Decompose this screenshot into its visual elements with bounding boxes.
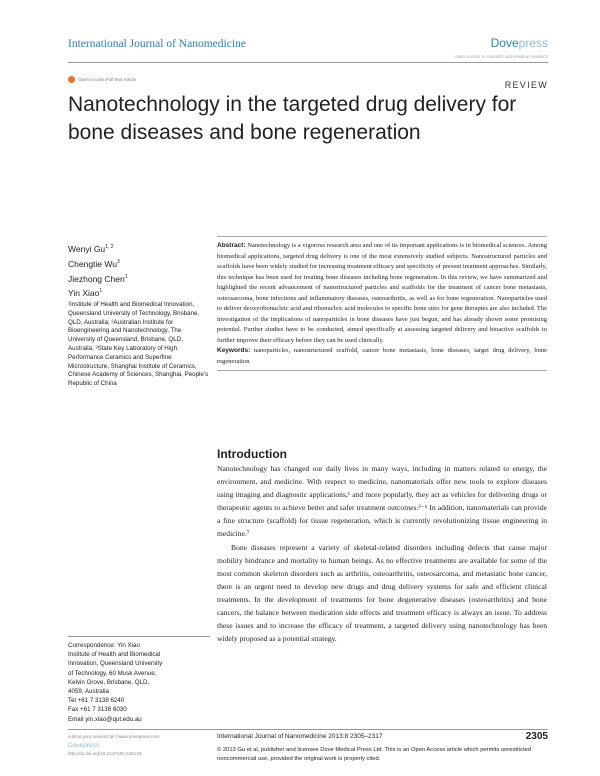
correspondence-line: Kelvin Grove, Brisbane, QLD, (68, 678, 150, 686)
section-heading: Introduction (217, 447, 287, 461)
correspondence-line: of Technology, 60 Musk Avenue, (68, 669, 157, 677)
open-access-label: Open Access Full Text Article (78, 77, 136, 82)
author: Chengtie Wu$^3$ (68, 258, 120, 269)
correspondence-line: 4059, Australia (68, 688, 109, 696)
open-access-icon (68, 76, 75, 83)
author: Wenyi Gu$^{1, 2}$ (68, 243, 114, 254)
correspondence-line: Institute of Health and Biomedical (68, 651, 161, 659)
author: Jiezhong Chen$^1$ (68, 273, 128, 284)
journal-name: International Journal of Nanomedicine (68, 38, 246, 50)
copyright: © 2013 Gu et al, publisher and licensee Dove Medical Press Ltd. This is an Open Access article which permits unrestricted noncommercial use, provided the original work is properly cited. (217, 747, 532, 762)
affiliations: ¹Institute of Health and Biomedical Innovation, Queensland University of Technology, Brisbane, QLD, Australia; ²Australian Institute for Bioengineering and Nanotechnology, The University of Queensland, Brisbane, QLD, Australia; ³State Key Laboratory of High Performance Ceramics and Superfine Microstructure, Shanghai Institute of Ceramics, Chinese Academy of Sciences, Shanghai, People’s Republic of China (68, 301, 209, 388)
abstract-text: Nanotechnology is a vigorous research area and one of its important applications is in biomedical sciences. Among biomedical applications, targeted drug delivery is one of the most extensively studied subjects. Nanostructured particles and scaffolds have been widely studied for increasing treatment efficacy and specificity of present treatment approaches. Similarly, this technique has been used for treating bone diseases including bone regeneration. In this review, we have summarized and highlighted the recent advancement of nanostructured particles and scaffolds for the treatment of cancer bone metastasis, osteosarcoma, bone infections and inflammatory diseases, osteoarthritis, as well as for bone regeneration. Nanoparticles used to deliver deoxyribonucleic acid and ribonucleic acid molecules to specific bone sites for gene therapies are also included. The investigation of the implications of nanoparticles in bone diseases have just begun, and has already shown some promising potential. Further studies have to be conducted, aimed specifically at assessing targeted delivery and bioactive scaffolds to further improve their efficacy before they can be used clinically. (217, 242, 547, 344)
paragraph: Bone diseases represent a variety of skeletal-related disorders including defects that cause major mobility hindrance and mortality to human beings. As no effective treatments are available for some of the most common skeleton disorders such as arthritis, osteoarthritis, osteosarcoma, and metastatic bone cancer, there is an urgent need to develop new drugs and drug delivery systems for safe and efficient clinical treatments. In the development of treatments for bone degenerative diseases (osteoarthritis) and bone cancers, the balance between medication side effects and treatment efficacy is always an issue. To address these issues and to increase the efficacy of treatment, a targeted delivery using nanotechnology has been widely proposed as a potential strategy. (217, 543, 547, 643)
article-title: Nanotechnology in the targeted drug delivery for bone diseases and bone regeneration (68, 93, 517, 144)
doi-link[interactable]: http://dx.doi.org/10.2147/IJN.S45143 (68, 751, 142, 756)
publisher-tagline: open access to scientific and medical research (454, 54, 548, 59)
paragraph: Nanotechnology has changed our daily lives in many ways, including in matters related to energy, the environment, and medicine. With respect to medicine, nanomaterials offer new tools to explore diseases using imaging and diagnostic applications,¹ and more popularly, they act as vehicles for delivering drugs or therapeutic agents to achieve better and safer treatment outcomes.²⁻⁶ In addition, nanomaterials can provide a fine structure (scaffold) for tissue regeneration, which is currently revolutionizing tissue engineering in medicine.⁷ (217, 464, 547, 538)
correspondence-email[interactable]: Email yin.xiao@qut.edu.au (68, 715, 142, 723)
correspondence-line: Innovation, Queensland University (68, 660, 163, 668)
correspondence-line: Tel +61 7 3138 6240 (68, 697, 125, 705)
correspondence (68, 636, 210, 724)
footer-left (68, 733, 159, 759)
keywords-label: Keywords: (217, 347, 251, 354)
publisher-logo-dove: Dove (490, 36, 519, 50)
page-number: 2305 (525, 731, 548, 742)
correspondence-title: Correspondence: Yin Xiao (68, 642, 140, 649)
footer-divider (68, 729, 548, 730)
article-type: REVIEW (504, 80, 548, 90)
keywords-text: nanoparticles, nanostructured scaffold, cancer bone metastasis, bone diseases, target drug delivery, bone regeneration (217, 347, 547, 365)
author: Yin Xiao$^1$ (68, 288, 103, 299)
author-list (68, 241, 128, 300)
footer-dovepress: Dovepress (68, 741, 100, 749)
publisher-logo (491, 36, 548, 50)
submit-link[interactable]: submit your manuscript | www.dovepress.com (68, 734, 160, 739)
section-body (217, 463, 547, 646)
open-access-badge (68, 76, 136, 83)
correspondence-line: Fax +61 7 3138 6030 (68, 706, 127, 714)
abstract (217, 236, 547, 371)
abstract-label: Abstract: (217, 242, 246, 249)
header-divider (68, 62, 548, 63)
publisher-logo-press: press (518, 36, 548, 50)
footer-citation: International Journal of Nanomedicine 2013:8 2305–2317 (217, 733, 383, 740)
